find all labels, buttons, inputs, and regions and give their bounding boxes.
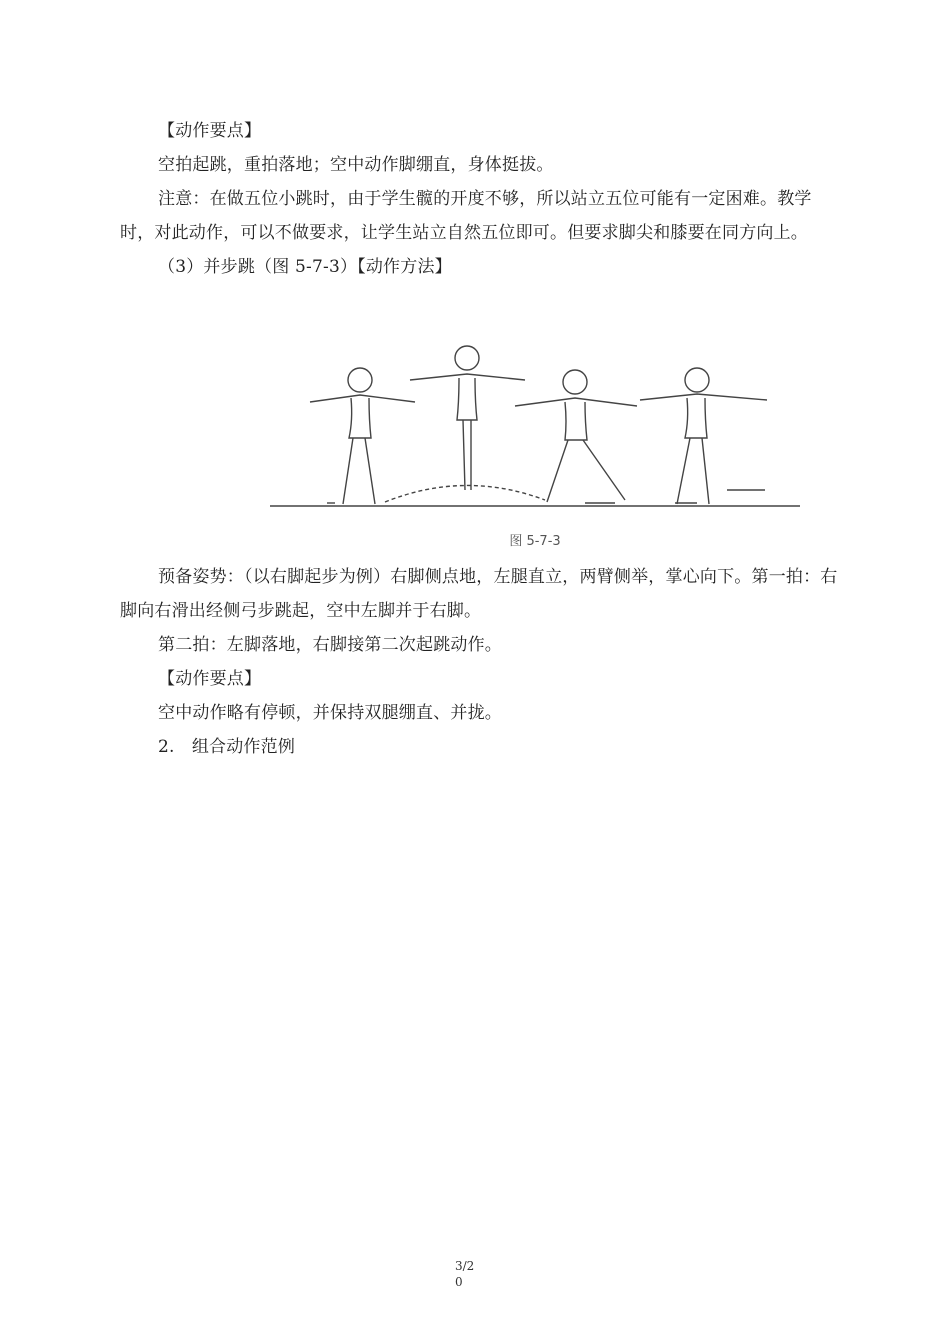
paragraph-preparation: 预备姿势：（以右脚起步为例）右脚侧点地，左腿直立，两臂侧举，掌心向下。第一拍：右脚向右滑出经侧弓步跳起，空中左脚并于右脚。	[120, 567, 838, 621]
paragraph-note: 注意：在做五位小跳时，由于学生髋的开度不够，所以站立五位可能有一定困难。教学时，对此动作，可以不做要求，让学生站立自然五位即可。但要求脚尖和膝要在同方向上。	[120, 189, 812, 243]
page-number	[455, 1258, 495, 1290]
figure-caption: 图 5-7-3	[509, 534, 561, 549]
figure-5-7-3	[265, 340, 805, 555]
heading-step-jump: （3）并步跳（图 5-7-3）【动作方法】	[158, 257, 452, 277]
heading-combination: 2. 组合动作范例	[158, 737, 296, 757]
text-section-bottom	[120, 560, 840, 764]
page-number-line-1: 3/2	[455, 1259, 475, 1273]
dancer-illustration	[265, 340, 805, 520]
dancer-figure-2	[410, 346, 525, 490]
dancer-figure-3	[515, 370, 637, 503]
paragraph-action-points: 空拍起跳，重拍落地；空中动作脚绷直，身体挺拔。	[158, 155, 554, 175]
heading-action-points-2: 【动作要点】	[158, 669, 262, 689]
paragraph-action-points-2: 空中动作略有停顿，并保持双腿绷直、并拢。	[158, 703, 502, 723]
paragraph-second-beat: 第二拍：左脚落地，右脚接第二次起跳动作。	[158, 635, 502, 655]
heading-action-points: 【动作要点】	[158, 121, 262, 141]
dancer-figure-1	[310, 368, 415, 504]
page-number-line-2: 0	[455, 1275, 463, 1289]
dancer-figure-4	[640, 368, 767, 504]
text-section-top	[120, 114, 840, 284]
